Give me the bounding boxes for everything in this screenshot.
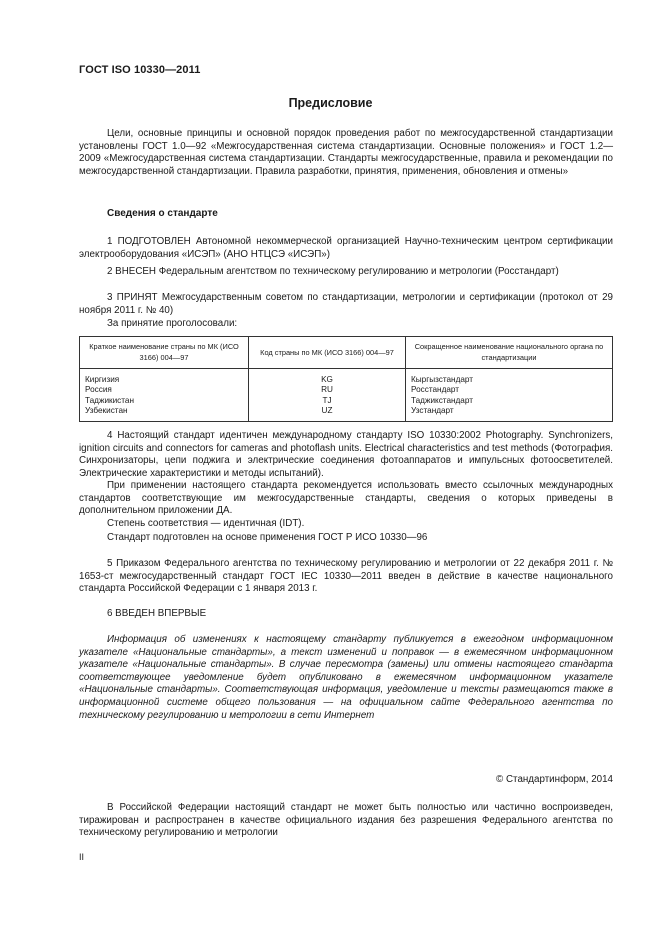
cell-body: Росстандарт [406, 385, 613, 395]
page-title: Предисловие [288, 96, 373, 110]
cell-country: Таджикистан [80, 396, 249, 406]
page-number: II [79, 852, 85, 862]
cell-code: RU [249, 385, 406, 395]
cell-body: Таджикстандарт [406, 396, 613, 406]
copyright: © Стандартинформ, 2014 [496, 774, 613, 785]
cell-country: Россия [80, 385, 249, 395]
cell-country: Узбекистан [80, 406, 249, 421]
header-country: Краткое наименование страны по МК (ИСО 3166) 004—97 [80, 337, 249, 369]
header-code: Код страны по МК (ИСО 3166) 004—97 [249, 337, 406, 369]
header-body: Сокращенное наименование национального органа по стандартизации [406, 337, 613, 369]
reproduction-notice: В Российской Федерации настоящий стандарт не может быть полностью или частично воспроизведен, тиражирован и распространен в качестве официального издания без разрешения Федерального агентства по техническому регулированию и метрологии [79, 802, 613, 839]
table-row [80, 385, 613, 395]
cell-code: UZ [249, 406, 406, 421]
table-header-row [80, 337, 613, 369]
refs-note: При применении настоящего стандарта рекомендуется использовать вместо ссылочных международных стандартов соответствующие им межгосударственные стандарты, сведения о которых приведены в дополнительном приложении ДА. [79, 480, 613, 517]
table-row [80, 396, 613, 406]
degree-note: Степень соответствия — идентичная (IDT). [107, 518, 305, 529]
info-notice: Информация об изменениях к настоящему стандарту публикуется в ежегодном информационном указателе «Национальные стандарты», а текст изменений и поправок — в ежемесячном информационном указателе «Национальные стандарты». В случае пересмотра (замены) или отмены настоящего стандарта соответствующее уведомление будет опубликовано в ежемесячном информационном указателе «Национальные стандарты». Соответствующая информация, уведомление и тексты размещаются также в информационной системе общего пользования — на официальном сайте Федерального агентства по техническому регулированию и метрологии в сети Интернет [79, 634, 613, 721]
item-first-time: 6 ВВЕДЕН ВПЕРВЫЕ [107, 608, 207, 619]
intro-paragraph: Цели, основные принципы и основной порядок проведения работ по межгосударственной стандартизации установлены ГОСТ 1.0—92 «Межгосударственная система стандартизации. Основные положения» и ГОСТ 1.2—2009 «Межгосударственная система стандартизации. Стандарты межгосударственные, правила и рекомендации по межгосударственной стандартизации. Правила разработки, принятия, применения, обновления и отмены» [79, 128, 613, 177]
voting-table [79, 336, 613, 422]
cell-body: Узстандарт [406, 406, 613, 421]
item-order: 5 Приказом Федерального агентства по техническому регулированию и метрологии от 22 декабря 2011 г. № 1653-ст межгосударственный стандарт ГОСТ IEC 10330—2011 введен в действие в качестве национального стандарта Российской Федерации с 1 января 2013 г. [79, 558, 613, 595]
table-row [80, 406, 613, 421]
section-title: Сведения о стандарте [107, 208, 218, 219]
item-adopted: 3 ПРИНЯТ Межгосударственным советом по стандартизации, метрологии и сертификации (протокол от 29 ноября 2011 г. № 40) [79, 292, 613, 316]
cell-body: Кыргызстандарт [406, 369, 613, 386]
item-identical: 4 Настоящий стандарт идентичен международному стандарту ISO 10330:2002 Photography. Synchronizers, ignition circuits and connectors for cameras and photoflash units. Electrical characteristics and test methods (Фотография. Синхронизаторы, цепи поджига и электрические соединения фотоаппаратов и импульсных фотоосветителей. Электрические характеристики и методы испытаний). [79, 430, 613, 479]
standard-code-header: ГОСТ ISO 10330—2011 [79, 64, 201, 76]
basis-note: Стандарт подготовлен на основе применения ГОСТ Р ИСО 10330—96 [107, 532, 428, 543]
item-prepared: 1 ПОДГОТОВЛЕН Автономной некоммерческой организацией Научно-техническим центром сертификации электрооборудования «ИСЭП» (АНО НТЦСЭ «ИСЭП») [79, 236, 613, 260]
item-introduced: 2 ВНЕСЕН Федеральным агентством по техническому регулированию и метрологии (Росстандарт) [107, 266, 559, 277]
cell-code: TJ [249, 396, 406, 406]
cell-country: Киргизия [80, 369, 249, 386]
voted-label: За принятие проголосовали: [107, 318, 238, 329]
table-row [80, 369, 613, 386]
cell-code: KG [249, 369, 406, 386]
